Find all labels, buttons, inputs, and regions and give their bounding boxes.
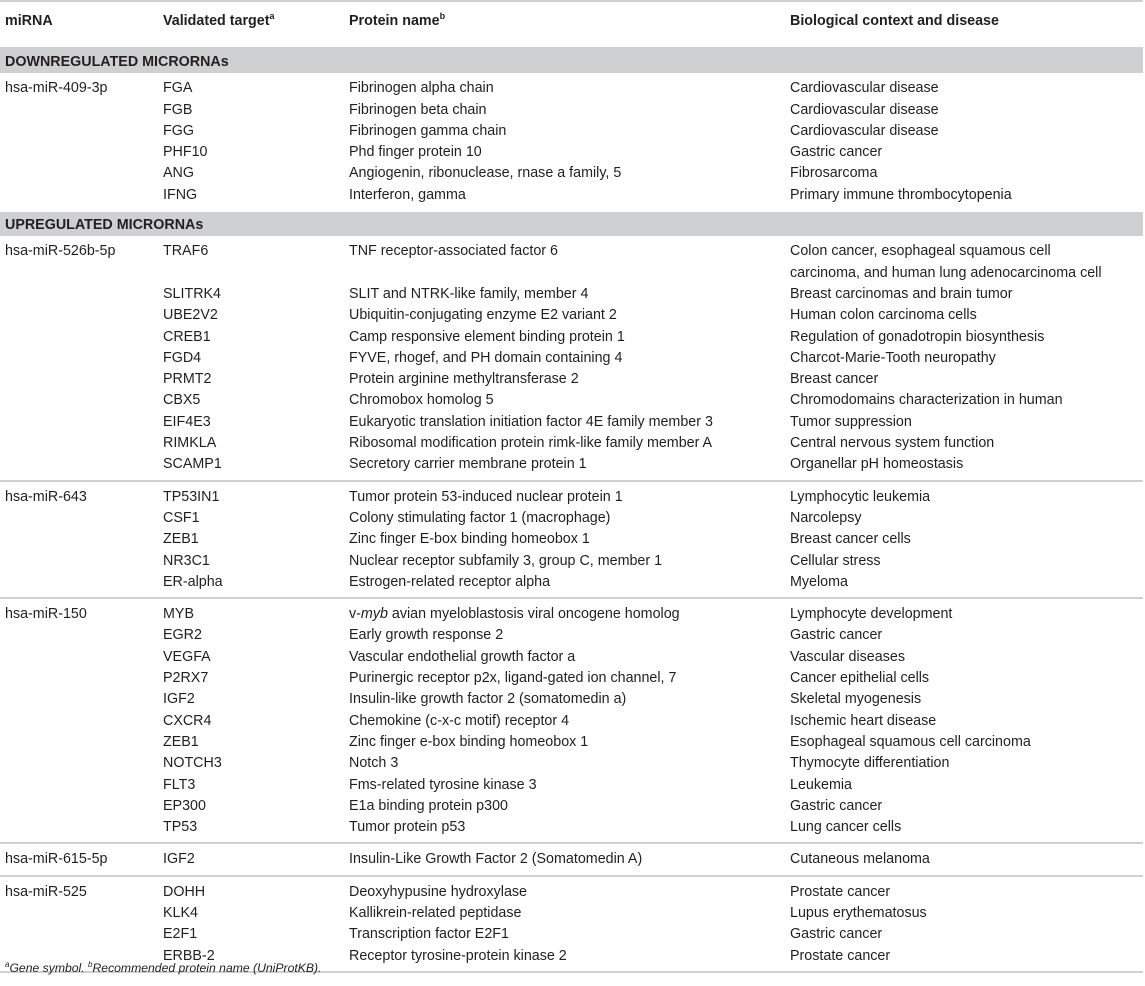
mirna-cell xyxy=(0,163,163,184)
table-row xyxy=(0,508,1143,529)
protein-cell: Kallikrein-related peptidase xyxy=(349,904,522,921)
target-cell: CREB1 xyxy=(163,328,211,345)
footnote-mark-a: a xyxy=(269,11,275,21)
mirna-cell xyxy=(0,369,163,390)
target-cell: ZEB1 xyxy=(163,733,199,750)
mirna-cell xyxy=(0,327,163,348)
table-row xyxy=(0,647,1143,668)
mirna-cell xyxy=(0,348,163,369)
footnote-mark-b: b xyxy=(439,11,446,21)
target-cell: CBX5 xyxy=(163,392,201,409)
table-header xyxy=(0,1,1143,48)
table-row xyxy=(0,163,1143,184)
mirna-cell xyxy=(0,625,163,646)
target-cell: SLITRK4 xyxy=(163,285,222,302)
header-context: Biological context and disease xyxy=(790,1,1143,48)
mirna-cell xyxy=(0,121,163,142)
protein-cell: E1a binding protein p300 xyxy=(349,797,508,814)
target-cell: NR3C1 xyxy=(163,552,210,569)
target-cell: FLT3 xyxy=(163,776,196,793)
target-cell: CXCR4 xyxy=(163,712,212,729)
mirna-cell xyxy=(0,305,163,326)
mirna-cell: hsa-miR-150 xyxy=(0,598,163,625)
context-cell: Fibrosarcoma xyxy=(790,165,878,182)
table-row xyxy=(0,142,1143,163)
context-cell: Cardiovascular disease xyxy=(790,80,939,97)
mirna-cell: hsa-miR-409-3p xyxy=(5,80,108,97)
table-row xyxy=(0,551,1143,572)
context-cell: Regulation of gonadotropin biosynthesis xyxy=(790,328,1045,345)
context-cell: Gastric cancer xyxy=(790,926,883,943)
protein-cell: Fibrinogen alpha chain xyxy=(349,80,494,97)
table-row xyxy=(0,903,1143,924)
target-cell: PHF10 xyxy=(163,144,208,161)
target-cell: P2RX7 xyxy=(163,670,209,687)
target-cell: RIMKLA xyxy=(163,435,217,452)
target-cell: ERBB-2 xyxy=(163,946,349,972)
table-row xyxy=(0,390,1143,411)
mirna-cell: hsa-miR-525 xyxy=(0,876,163,903)
section-header-row xyxy=(0,48,1143,73)
context-cell: Gastric cancer xyxy=(790,797,883,814)
mirna-cell xyxy=(0,100,163,121)
mirna-cell: hsa-miR-643 xyxy=(0,481,163,508)
context-cell: Lung cancer cells xyxy=(790,819,902,836)
context-cell: Leukemia xyxy=(790,776,852,793)
target-cell: TRAF6 xyxy=(163,243,209,260)
table-footnote: $^a$Gene symbol. $^b$Recommended protein name (UniProtKB). xyxy=(5,960,322,975)
context-cell: Breast carcinomas and brain tumor xyxy=(790,285,1013,302)
table-row xyxy=(0,924,1143,945)
target-cell: NOTCH3 xyxy=(163,755,222,772)
table-row xyxy=(0,348,1143,369)
protein-cell: Secretory carrier membrane protein 1 xyxy=(349,456,587,473)
target-cell: EGR2 xyxy=(163,627,202,644)
context-cell: Colon cancer, esophageal squamous cell carcinoma, and human lung adenocarcinoma cell xyxy=(790,243,1102,281)
protein-cell: v-myb avian myeloblastosis viral oncogene homolog xyxy=(349,598,790,625)
table-body xyxy=(0,48,1143,972)
mirna-cell xyxy=(0,924,163,945)
table-row xyxy=(0,598,1143,625)
protein-cell: SLIT and NTRK-like family, member 4 xyxy=(349,285,589,302)
table-row xyxy=(0,572,1143,598)
table-row xyxy=(0,327,1143,348)
target-cell: E2F1 xyxy=(163,926,198,943)
target-cell: ZEB1 xyxy=(163,531,199,548)
table-row xyxy=(0,305,1143,326)
mirna-cell xyxy=(0,412,163,433)
table-row xyxy=(0,732,1143,753)
table-row xyxy=(0,369,1143,390)
mirna-cell xyxy=(0,390,163,411)
target-cell: VEGFA xyxy=(163,648,211,665)
target-cell: FGB xyxy=(163,101,193,118)
mirna-cell xyxy=(0,647,163,668)
mirna-cell xyxy=(0,433,163,454)
context-cell: Cardiovascular disease xyxy=(790,122,939,139)
table-row xyxy=(0,100,1143,121)
protein-cell: Insulin-like growth factor 2 (somatomedin a) xyxy=(349,691,627,708)
table-row xyxy=(0,73,1143,99)
context-cell: Primary immune thrombocytopenia xyxy=(790,186,1012,203)
mirna-cell xyxy=(0,689,163,710)
protein-cell: Phd finger protein 10 xyxy=(349,144,482,161)
target-cell: DOHH xyxy=(163,876,349,903)
mirna-cell xyxy=(0,775,163,796)
target-cell: EIF4E3 xyxy=(163,413,211,430)
protein-cell: Ribosomal modification protein rimk-like family member A xyxy=(349,435,713,452)
context-cell: Myeloma xyxy=(790,573,848,590)
target-cell: FGD4 xyxy=(163,349,202,366)
context-cell: Lupus erythematosus xyxy=(790,904,927,921)
context-cell: Narcolepsy xyxy=(790,509,862,526)
protein-cell: Fibrinogen gamma chain xyxy=(349,122,507,139)
target-cell: TP53IN1 xyxy=(163,481,349,508)
table-row xyxy=(0,412,1143,433)
context-cell: Chromodomains characterization in human xyxy=(790,392,1063,409)
section-title: DOWNREGULATED MICRORNAs xyxy=(0,48,1143,73)
table-row xyxy=(0,668,1143,689)
mirna-cell xyxy=(0,903,163,924)
protein-cell: Receptor tyrosine-protein kinase 2 xyxy=(349,946,790,972)
protein-cell: Fms-related tyrosine kinase 3 xyxy=(349,776,537,793)
table-row xyxy=(0,753,1143,774)
target-cell: IFNG xyxy=(163,186,198,203)
table-row xyxy=(0,121,1143,142)
protein-cell: Fibrinogen beta chain xyxy=(349,101,487,118)
target-cell: TP53 xyxy=(163,819,198,836)
mirna-cell xyxy=(0,284,163,305)
table-row xyxy=(0,796,1143,817)
context-cell: Prostate cancer xyxy=(790,876,1143,903)
context-cell: Cancer epithelial cells xyxy=(790,670,930,687)
mirna-cell: hsa-miR-526b-5p xyxy=(5,243,116,260)
context-cell: Cellular stress xyxy=(790,552,881,569)
target-cell: MYB xyxy=(163,598,349,625)
protein-cell: Nuclear receptor subfamily 3, group C, member 1 xyxy=(349,552,663,569)
target-cell: ER-alpha xyxy=(163,573,223,590)
table-row xyxy=(0,481,1143,508)
protein-cell: FYVE, rhogef, and PH domain containing 4 xyxy=(349,349,623,366)
mirna-cell xyxy=(0,732,163,753)
context-cell: Lymphocytic leukemia xyxy=(790,481,1143,508)
target-cell: SCAMP1 xyxy=(163,456,222,473)
context-cell: Breast cancer cells xyxy=(790,531,911,548)
table-row xyxy=(0,185,1143,211)
table-row xyxy=(0,711,1143,732)
protein-cell: Vascular endothelial growth factor a xyxy=(349,648,576,665)
mirna-cell xyxy=(0,796,163,817)
protein-cell: Camp responsive element binding protein 1 xyxy=(349,328,625,345)
mirna-cell xyxy=(0,529,163,550)
context-cell: Cardiovascular disease xyxy=(790,101,939,118)
context-cell: Thymocyte differentiation xyxy=(790,755,950,772)
table-row xyxy=(0,876,1143,903)
protein-cell: Tumor protein 53-induced nuclear protein 1 xyxy=(349,481,790,508)
mirna-cell xyxy=(0,454,163,480)
mirna-cell xyxy=(0,572,163,598)
context-cell: Skeletal myogenesis xyxy=(790,691,922,708)
header-mirna: miRNA xyxy=(0,1,163,48)
protein-cell: Zinc finger E-box binding homeobox 1 xyxy=(349,531,590,548)
context-cell: Human colon carcinoma cells xyxy=(790,307,977,324)
context-cell: Charcot-Marie-Tooth neuropathy xyxy=(790,349,996,366)
target-cell: FGG xyxy=(163,122,194,139)
context-cell: Prostate cancer xyxy=(790,946,1143,972)
context-cell: Lymphocyte development xyxy=(790,598,1143,625)
context-cell: Esophageal squamous cell carcinoma xyxy=(790,733,1031,750)
protein-cell: Eukaryotic translation initiation factor 4E family member 3 xyxy=(349,413,713,430)
protein-cell: Estrogen-related receptor alpha xyxy=(349,573,551,590)
context-cell: Gastric cancer xyxy=(790,144,883,161)
target-cell: CSF1 xyxy=(163,509,200,526)
context-cell: Tumor suppression xyxy=(790,413,912,430)
table-row xyxy=(0,817,1143,843)
mirna-cell xyxy=(0,185,163,211)
protein-cell: Purinergic receptor p2x, ligand-gated ion channel, 7 xyxy=(349,670,677,687)
header-target: Validated target$^a$ xyxy=(163,1,349,48)
protein-cell: Colony stimulating factor 1 (macrophage) xyxy=(349,509,611,526)
table-row xyxy=(0,529,1143,550)
target-cell: IGF2 xyxy=(163,843,349,875)
section-title: UPREGULATED MICRORNAs xyxy=(0,211,1143,236)
context-cell: Organellar pH homeostasis xyxy=(790,456,964,473)
protein-cell: Interferon, gamma xyxy=(349,186,466,203)
protein-cell: TNF receptor-associated factor 6 xyxy=(349,243,558,260)
mirna-cell xyxy=(0,711,163,732)
protein-cell: Chemokine (c-x-c motif) receptor 4 xyxy=(349,712,570,729)
table-row xyxy=(0,433,1143,454)
table-row xyxy=(0,625,1143,646)
mirna-cell xyxy=(0,551,163,572)
table-row xyxy=(0,236,1143,284)
protein-cell: Notch 3 xyxy=(349,755,399,772)
context-cell: Gastric cancer xyxy=(790,627,883,644)
table-row xyxy=(0,775,1143,796)
table-row xyxy=(0,284,1143,305)
table-row xyxy=(0,689,1143,710)
protein-cell: Tumor protein p53 xyxy=(349,819,466,836)
mirna-cell xyxy=(0,817,163,843)
target-cell: ANG xyxy=(163,165,194,182)
protein-cell: Zinc finger e-box binding homeobox 1 xyxy=(349,733,589,750)
protein-cell: Angiogenin, ribonuclease, rnase a family, 5 xyxy=(349,165,622,182)
mirna-cell xyxy=(0,508,163,529)
mirna-cell xyxy=(0,668,163,689)
mirna-cell xyxy=(0,142,163,163)
protein-cell: Transcription factor E2F1 xyxy=(349,926,509,943)
target-cell: EP300 xyxy=(163,797,206,814)
mirna-cell xyxy=(0,753,163,774)
context-cell: Ischemic heart disease xyxy=(790,712,937,729)
context-cell: Central nervous system function xyxy=(790,435,995,452)
target-cell: IGF2 xyxy=(163,691,195,708)
protein-cell: Early growth response 2 xyxy=(349,627,504,644)
target-cell: PRMT2 xyxy=(163,371,212,388)
target-cell: UBE2V2 xyxy=(163,307,218,324)
context-cell: Breast cancer xyxy=(790,371,879,388)
protein-cell: Insulin-Like Growth Factor 2 (Somatomedin A) xyxy=(349,843,790,875)
target-cell: KLK4 xyxy=(163,904,198,921)
mirna-cell: hsa-miR-615-5p xyxy=(0,843,163,875)
context-cell: Cutaneous melanoma xyxy=(790,843,1143,875)
section-header-row xyxy=(0,211,1143,236)
table-row xyxy=(0,843,1143,875)
protein-cell: Protein arginine methyltransferase 2 xyxy=(349,371,579,388)
protein-cell: Ubiquitin-conjugating enzyme E2 variant 2 xyxy=(349,307,617,324)
target-cell: FGA xyxy=(163,80,193,97)
protein-cell: Chromobox homolog 5 xyxy=(349,392,494,409)
table-row xyxy=(0,454,1143,480)
protein-cell: Deoxyhypusine hydroxylase xyxy=(349,876,790,903)
header-protein: Protein name$^b$ xyxy=(349,1,790,48)
context-cell: Vascular diseases xyxy=(790,648,905,665)
